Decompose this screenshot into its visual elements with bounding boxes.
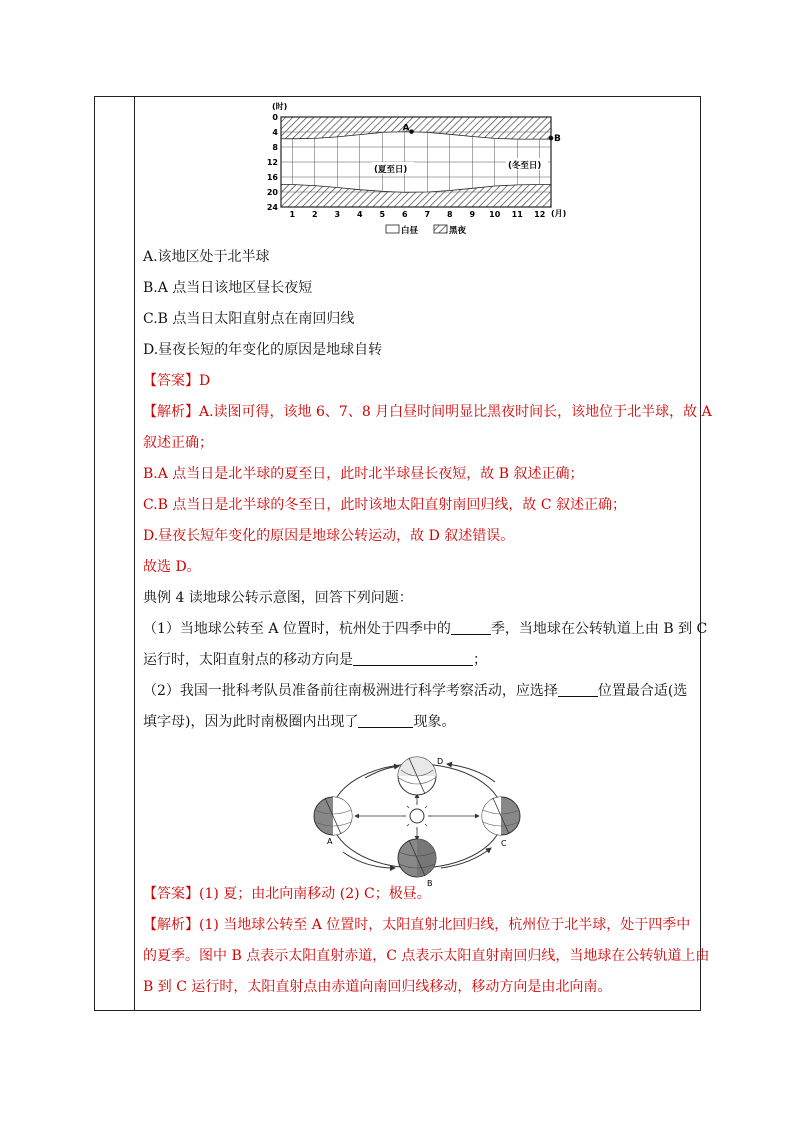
q4-sub1-text-b: 季，当地球在公转轨道上由 B 到 C — [490, 621, 708, 637]
x-tick-label: 11 — [511, 210, 523, 219]
orbit-arrow — [343, 852, 395, 868]
point-a-label: A — [402, 123, 410, 134]
x-tick-label: 9 — [469, 210, 476, 219]
chart-x-ticks — [289, 210, 545, 219]
legend-day-swatch — [386, 225, 399, 233]
orbit-arrow — [447, 764, 495, 782]
answer-blank[interactable] — [451, 620, 491, 635]
y-tick-label: 4 — [272, 128, 278, 137]
q4-sub1-line1 — [143, 614, 707, 645]
orbit-label-d: D — [437, 757, 444, 766]
winter-solstice-label: (冬至日) — [508, 161, 542, 171]
option-d: D.昼夜长短的年变化的原因是地球自转 — [143, 342, 383, 358]
q3-analysis-line-1 — [143, 397, 712, 428]
x-tick-label: 6 — [401, 210, 408, 219]
night-area-morning — [281, 117, 551, 139]
day-night-chart — [262, 98, 572, 238]
earth-position-a — [314, 797, 352, 835]
q4-analysis-line-1 — [143, 910, 690, 941]
table-column-divider — [134, 96, 135, 1011]
q3-analysis-line-5: D.昼夜长短年变化的原因是地球公转运动，故 D 叙述错误。 — [143, 528, 515, 544]
x-tick-label: 1 — [289, 210, 296, 219]
legend-night-label: 黑夜 — [449, 226, 467, 236]
answer-tag: 【答案】 — [143, 886, 199, 902]
chart-y-ticks — [267, 113, 279, 212]
option-b: B.A 点当日该地区昼长夜短 — [143, 280, 313, 296]
x-tick-label: 10 — [489, 210, 501, 219]
x-tick-label: 4 — [356, 210, 363, 219]
earth-position-b — [398, 839, 436, 877]
y-tick-label: 20 — [266, 188, 278, 197]
x-tick-label: 5 — [379, 210, 386, 219]
q3-answer — [143, 366, 210, 397]
q3-analysis-line-6: 故选 D。 — [143, 559, 201, 575]
option-c: C.B 点当日太阳直射点在南回归线 — [143, 311, 355, 327]
q4-sub2-text-b: 位置最合适(选 — [597, 683, 688, 699]
q4-title: 典例 4 读地球公转示意图，回答下列问题： — [143, 590, 413, 606]
option-a: A.该地区处于北半球 — [143, 249, 270, 265]
earth-orbit-diagram — [305, 748, 535, 888]
analysis-text: A.读图可得，该地 6、7、8 月白昼时间明显比黑夜时间长，该地位于北半球，故 A — [199, 404, 712, 420]
q4-analysis-line-3: B 到 C 运行时，太阳直射点由赤道向南回归线移动，移动方向是由北向南。 — [143, 979, 612, 995]
q4-sub1-text-c: 运行时，太阳直射点的移动方向是 — [143, 652, 353, 668]
orbit-label-a: A — [327, 837, 333, 846]
chart-y-unit: (时) — [272, 102, 288, 111]
x-tick-label: 8 — [446, 210, 453, 219]
answer-value: (1) 夏；由北向南移动 (2) C；极昼。 — [199, 886, 431, 902]
q4-sub2-text-c: 填字母)，因为此时南极圈内出现了 — [143, 714, 359, 730]
earth-position-c — [482, 797, 520, 835]
q3-analysis-line-2: 叙述正确； — [143, 435, 213, 451]
chart-x-unit: (月) — [551, 209, 567, 218]
q4-sub2-line1 — [143, 676, 687, 707]
summer-solstice-label: (夏至日) — [374, 165, 408, 175]
q4-sub1-text-d: ； — [473, 652, 487, 668]
sun-icon — [403, 802, 431, 830]
y-tick-label: 16 — [266, 173, 278, 182]
x-tick-label: 3 — [334, 210, 341, 219]
q4-sub1-text-a: （1）当地球公转至 A 位置时，杭州处于四季中的 — [143, 621, 451, 637]
earth-position-d — [398, 757, 436, 795]
x-tick-label: 7 — [424, 210, 431, 219]
legend-day-label: 白昼 — [401, 226, 419, 236]
q4-sub2-text-a: （2）我国一批科考队员准备前往南极洲进行科学考察活动，应选择 — [143, 683, 558, 699]
answer-blank[interactable] — [558, 682, 598, 697]
answer-blank[interactable] — [358, 713, 413, 728]
y-tick-label: 8 — [272, 143, 278, 152]
analysis-tag: 【解析】 — [143, 404, 199, 420]
y-tick-label: 0 — [272, 113, 278, 122]
orbit-label-b: B — [427, 879, 433, 888]
q3-analysis-line-3: B.A 点当日是北半球的夏至日，此时北半球昼长夜短，故 B 叙述正确； — [143, 466, 584, 482]
q4-analysis-line-2: 的夏季。图中 B 点表示太阳直射赤道，C 点表示太阳直射南回归线，当地球在公转轨道上由 — [143, 948, 710, 964]
analysis-tag: 【解析】 — [143, 917, 199, 933]
x-tick-label: 12 — [534, 210, 546, 219]
point-a — [409, 129, 414, 134]
x-tick-label: 2 — [311, 210, 318, 219]
y-tick-label: 12 — [266, 158, 278, 167]
night-area-evening — [281, 185, 551, 208]
y-tick-label: 24 — [266, 203, 278, 212]
legend-night-swatch — [434, 225, 447, 233]
point-b-label: B — [554, 134, 561, 145]
orbit-label-c: C — [501, 839, 507, 848]
analysis-text: (1) 当地球公转至 A 位置时，太阳直射北回归线，杭州位于北半球，处于四季中 — [199, 917, 691, 933]
point-b — [549, 136, 554, 141]
answer-blank[interactable] — [353, 651, 473, 666]
answer-value: D — [199, 373, 211, 389]
q4-sub2-text-d: 现象。 — [413, 714, 456, 730]
q4-sub1-line2 — [143, 645, 487, 676]
q4-sub2-line2 — [143, 707, 455, 738]
answer-tag: 【答案】 — [143, 373, 199, 389]
q3-analysis-line-4: C.B 点当日是北半球的冬至日，此时该地太阳直射南回归线，故 C 叙述正确； — [143, 497, 627, 513]
